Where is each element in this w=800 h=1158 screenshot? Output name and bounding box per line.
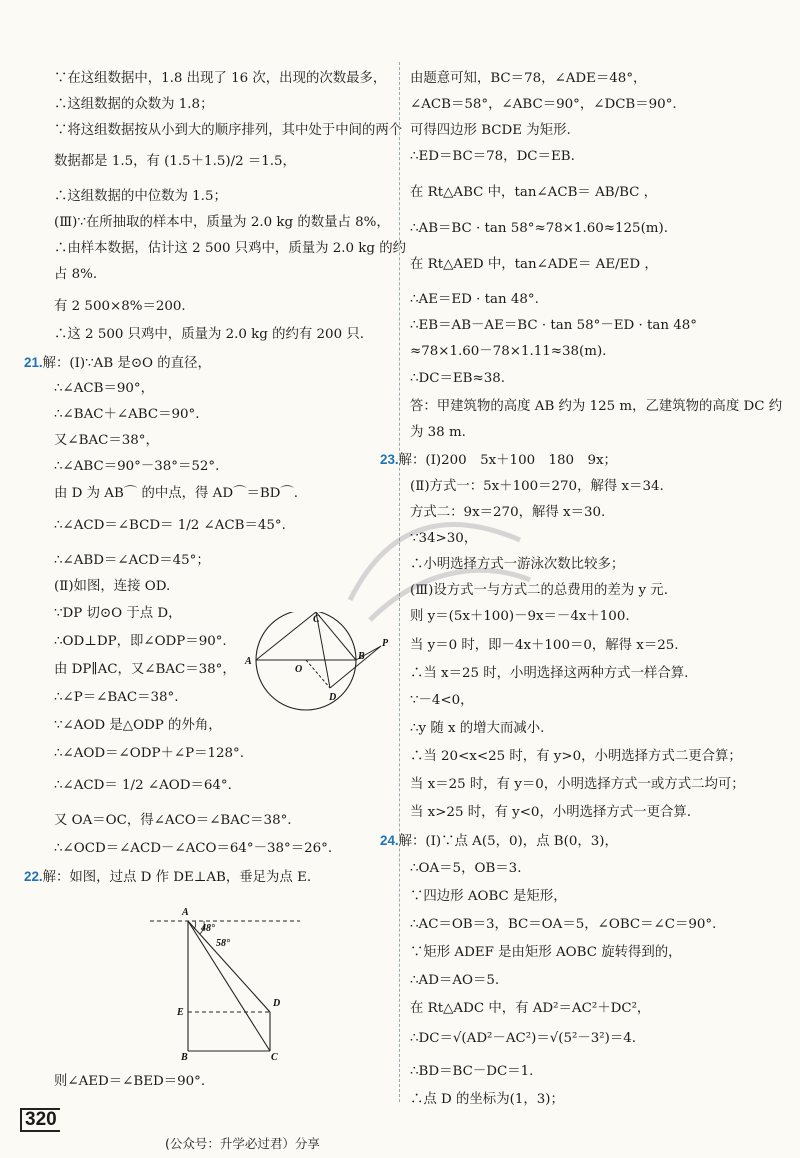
line-text: 解：(Ⅰ)200 5x＋100 180 9x； — [398, 453, 617, 468]
text-line — [410, 291, 539, 309]
label-d: D — [329, 692, 337, 703]
text-line — [54, 458, 219, 476]
line-text: ∴DC＝√(AD²－AC²)＝√(5²－3²)＝4. — [410, 1031, 637, 1046]
text-line — [54, 777, 232, 795]
line-text: ∴由样本数据，估计这 2 500 只鸡中，质量为 2.0 kg 的约 — [54, 241, 407, 256]
text-line — [410, 944, 682, 962]
text-line — [410, 748, 742, 766]
question-number: 24. — [380, 833, 399, 848]
text-line — [410, 1000, 650, 1018]
text-line — [54, 214, 390, 232]
text-line — [24, 354, 211, 373]
footer-credit: (公众号：升学必过君）分享 — [165, 1136, 320, 1151]
line-text: 占 8%. — [54, 267, 98, 282]
text-line — [410, 424, 466, 442]
label-b: B — [358, 651, 365, 662]
text-line — [54, 812, 292, 830]
line-text: ∵－4<0， — [410, 693, 474, 708]
label-d: D — [273, 998, 281, 1009]
line-text: ∵DP 切⊙O 于点 D， — [54, 606, 182, 621]
label-a: A — [245, 656, 252, 667]
line-text: ∴点 D 的坐标为(1，3)； — [410, 1092, 564, 1107]
text-line — [410, 888, 567, 906]
label-a: A — [182, 907, 189, 918]
label-o: O — [295, 664, 303, 675]
line-text: ∴∠BAC＋∠ABC＝90°. — [54, 407, 200, 422]
text-line — [410, 122, 571, 140]
line-text: ∴EB＝AB－AE＝BC · tan 58°－ED · tan 48° — [410, 318, 697, 333]
line-text: 可得四边形 BCDE 为矩形. — [410, 123, 571, 138]
text-line — [410, 70, 646, 88]
line-text: 由 DP∥AC，又∠BAC＝38°， — [54, 662, 236, 677]
text-line — [54, 70, 386, 88]
text-line — [54, 633, 227, 651]
text-line — [410, 1030, 636, 1048]
line-text: 当 y＝0 时，即－4x＋100＝0，解得 x＝25. — [410, 638, 679, 653]
line-text: ∴∠P＝∠BAC＝38°. — [54, 690, 179, 705]
text-line — [54, 406, 200, 424]
text-line — [410, 317, 697, 335]
line-text: ∵四边形 AOBC 是矩形， — [410, 889, 567, 904]
text-line — [410, 916, 716, 934]
line-text: 解：(Ⅰ)∵AB 是⊙O 的直径， — [42, 356, 211, 371]
text-line — [410, 692, 474, 710]
line-text: ∵∠AOD 是△ODP 的外角， — [54, 718, 222, 733]
text-line — [54, 380, 154, 398]
text-line — [410, 256, 658, 274]
text-line — [410, 96, 677, 114]
text-line — [410, 1091, 564, 1109]
line-text: ∴DC＝EB≈38. — [410, 371, 506, 386]
label-p: P — [382, 638, 389, 649]
line-text: ∠ACB＝58°，∠ABC＝90°，∠DCB＝90°. — [410, 97, 677, 112]
line-text: ∴∠ACB＝90°， — [54, 381, 155, 396]
line-text: (Ⅲ)设方式一与方式二的总费用的差为 y 元. — [410, 583, 668, 598]
label-c: C — [271, 1052, 278, 1062]
text-line — [410, 148, 575, 166]
line-text: 由题意可知，BC＝78，∠ADE＝48°， — [410, 71, 647, 86]
label-b: B — [181, 1052, 188, 1062]
text-line — [54, 605, 182, 623]
text-line — [24, 868, 311, 887]
text-line — [54, 153, 296, 171]
text-line — [410, 776, 745, 794]
line-text: ∵在这组数据中，1.8 出现了 16 次，出现的次数最多， — [54, 71, 387, 86]
line-text: 方式二：9x＝270，解得 x＝30. — [410, 505, 606, 520]
text-line — [410, 343, 606, 361]
line-text: ∴小明选择方式一游泳次数比较多； — [410, 557, 625, 572]
line-text: ∴这组数据的众数为 1.8； — [54, 97, 214, 112]
text-line — [54, 1073, 205, 1091]
question-number: 21. — [24, 355, 43, 370]
line-text: 在 Rt△AED 中，tan∠ADE＝ AE/ED ， — [410, 257, 658, 272]
line-text: 当 x>25 时，有 y<0，小明选择方式一更合算. — [410, 805, 691, 820]
buildings-figure — [146, 902, 306, 1062]
text-line — [410, 184, 657, 202]
line-text: ∴当 x＝25 时，小明选择这两种方式一样合算. — [410, 666, 689, 681]
line-text: ∴∠ABD＝∠ACD＝45°； — [54, 553, 210, 568]
text-line — [410, 220, 668, 238]
text-line — [410, 665, 688, 683]
angle-58-label: 58° — [216, 938, 230, 949]
line-text: ∴AE＝ED · tan 48°. — [410, 292, 539, 307]
text-line — [54, 717, 222, 735]
line-text: 解：(Ⅰ)∵点 A(5，0)，点 B(0，3)， — [398, 834, 618, 849]
line-text: ∴∠OCD＝∠ACD－∠ACO＝64°－38°＝26°. — [54, 841, 333, 856]
text-line — [54, 840, 332, 858]
text-line — [54, 745, 244, 763]
line-text: ∴AC＝OB＝3，BC＝OA＝5，∠OBC＝∠C＝90°. — [410, 917, 717, 932]
text-line — [54, 122, 402, 140]
line-text: ∴∠ACD＝∠BCD＝ 1/2 ∠ACB＝45°. — [54, 518, 286, 533]
line-text: ∵将这组数据按从小到大的顺序排列，其中处于中间的两个 — [54, 123, 403, 138]
line-text: ∴OA＝5，OB＝3. — [410, 861, 522, 876]
line-text: ∴∠ACD＝ 1/2 ∠AOD＝64°. — [54, 778, 232, 793]
angle-48-label: 48° — [201, 923, 215, 934]
line-text: 有 2 500×8%＝200. — [54, 299, 186, 314]
line-text: ∴y 随 x 的增大而减小. — [410, 721, 545, 736]
line-text: 解：如图，过点 D 作 DE⊥AB，垂足为点 E. — [42, 870, 312, 885]
line-text: ∴AD＝AO＝5. — [410, 973, 500, 988]
text-line — [410, 804, 691, 822]
label-c: C — [313, 614, 320, 625]
text-line — [410, 398, 782, 416]
text-line — [54, 578, 170, 596]
question-number: 22. — [24, 869, 43, 884]
text-line — [54, 240, 406, 258]
text-line — [54, 552, 210, 570]
text-line — [410, 1063, 533, 1081]
text-line — [410, 720, 544, 738]
line-text: 则 y＝(5x＋100)－9x＝－4x＋100. — [410, 609, 630, 624]
text-line — [410, 370, 505, 388]
text-line — [54, 266, 97, 284]
line-text: ∴AB＝BC · tan 58°≈78×1.60≈125(m). — [410, 221, 668, 236]
line-text: ∴这组数据的中位数为 1.5； — [54, 189, 227, 204]
text-line — [410, 972, 499, 990]
line-text: (Ⅱ)方式一：5x＋100＝270，解得 x＝34. — [410, 479, 664, 494]
line-text: 在 Rt△ABC 中，tan∠ACB＝ AB/BC ， — [410, 185, 658, 200]
text-line — [54, 326, 364, 344]
line-text: ∴OD⊥DP，即∠ODP＝90°. — [54, 634, 227, 649]
text-line — [410, 860, 521, 878]
line-text: ∴BD＝BC－DC＝1. — [410, 1064, 534, 1079]
watermark-logo — [330, 480, 540, 640]
line-text: 由 D 为 AB⌒ 的中点，得 AD⌒＝BD⌒. — [54, 486, 299, 501]
line-text: ∴ED＝BC＝78，DC＝EB. — [410, 149, 575, 164]
line-text: 数据都是 1.5，有 (1.5＋1.5)/2 ＝1.5， — [54, 154, 296, 169]
line-text: 答：甲建筑物的高度 AB 约为 125 m，乙建筑物的高度 DC 约 — [410, 399, 783, 414]
line-text: 在 Rt△ADC 中，有 AD²＝AC²＋DC²， — [410, 1001, 651, 1016]
line-text: ∴这 2 500 只鸡中，质量为 2.0 kg 的约有 200 只. — [54, 327, 365, 342]
line-text: ∴∠ABC＝90°－38°＝52°. — [54, 459, 220, 474]
line-text: ∴∠AOD＝∠ODP＋∠P＝128°. — [54, 746, 244, 761]
page-number: 320 — [20, 1108, 60, 1132]
line-text: ∵矩形 ADEF 是由矩形 AOBC 旋转得到的， — [410, 945, 682, 960]
line-text: (Ⅱ)如图，连接 OD. — [54, 579, 171, 594]
text-line — [54, 432, 159, 450]
line-text: 又 OA＝OC，得∠ACO＝∠BAC＝38°. — [54, 813, 292, 828]
line-text: 当 x＝25 时，有 y＝0，小明选择方式一或方式二均可； — [410, 777, 745, 792]
line-text: (Ⅲ)∵在所抽取的样本中，质量为 2.0 kg 的数量占 8%， — [54, 215, 390, 230]
text-line — [54, 689, 179, 707]
text-line — [54, 298, 186, 316]
text-line — [380, 451, 617, 470]
line-text: ≈78×1.60－78×1.11≈38(m). — [410, 344, 607, 359]
text-line — [380, 832, 618, 851]
line-text: 又∠BAC＝38°， — [54, 433, 159, 448]
text-line — [54, 661, 236, 679]
line-text: 则∠AED＝∠BED＝90°. — [54, 1074, 206, 1089]
question-number: 23. — [380, 452, 399, 467]
text-line — [54, 188, 227, 206]
line-text: 为 38 m. — [410, 425, 466, 440]
label-e: E — [177, 1007, 184, 1018]
text-line — [54, 517, 286, 535]
text-line — [54, 485, 298, 503]
text-line — [54, 96, 213, 114]
line-text: ∵34>30， — [410, 531, 478, 546]
line-text: ∴当 20<x<25 时，有 y>0，小明选择方式二更合算； — [410, 749, 742, 764]
